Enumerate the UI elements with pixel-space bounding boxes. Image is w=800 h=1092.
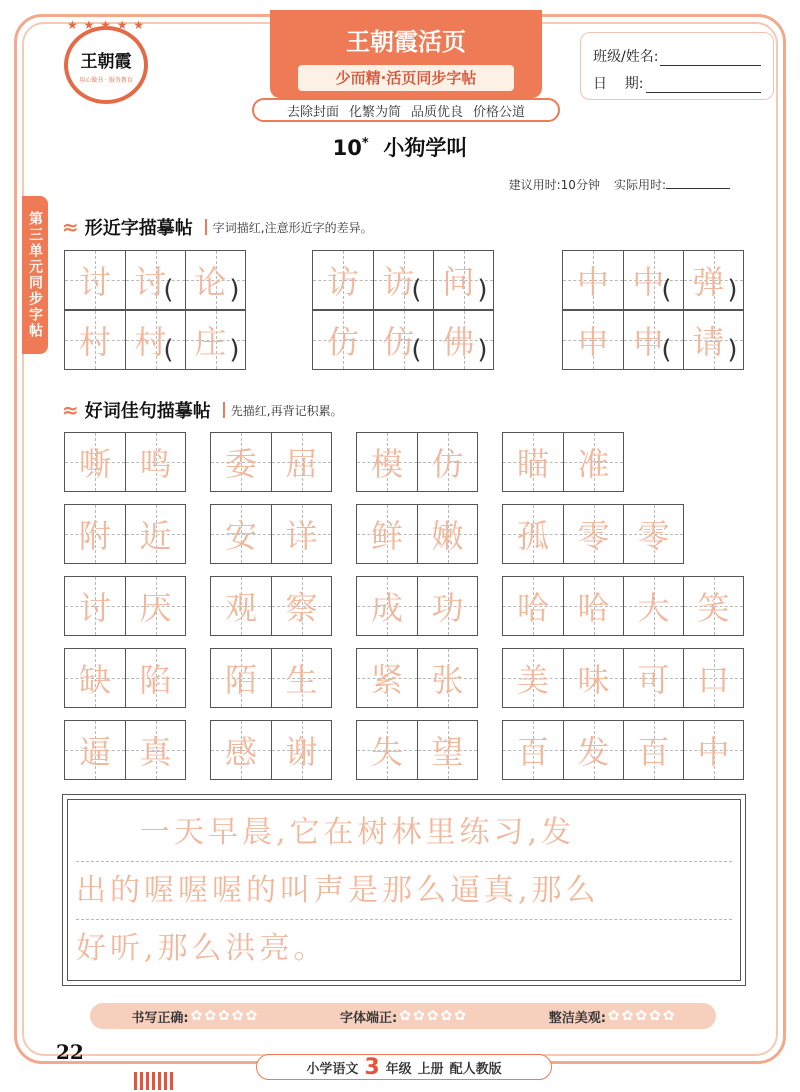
lesson-number: 10 (332, 136, 362, 160)
class-name-field[interactable] (660, 50, 761, 66)
tracing-cell (65, 505, 125, 563)
footer-subject: 小学语文 (306, 1061, 359, 1077)
section1-header (62, 214, 373, 240)
wave-icon: ≈ (62, 398, 79, 422)
tracing-char: 论 (194, 263, 227, 301)
tracing-char: 鲜 (370, 517, 403, 555)
tracing-char: 真 (139, 733, 172, 771)
tracing-cell (623, 649, 683, 707)
open-paren: ( (411, 275, 422, 305)
tracing-char: 附 (78, 517, 111, 555)
tracing-char: 佛 (442, 323, 475, 361)
tagline (252, 98, 560, 122)
tracing-char: 弹 (692, 263, 725, 301)
edge-marks (134, 1072, 174, 1090)
rating-label: 整洁美观: (548, 1010, 606, 1026)
actual-time-field[interactable] (666, 177, 730, 189)
tracing-char: 申 (632, 323, 665, 361)
tracing-cell (503, 649, 563, 707)
tracing-cell (623, 311, 683, 369)
tracing-char: 问 (442, 263, 475, 301)
section2-header (62, 397, 343, 423)
tracing-char: 哈 (516, 589, 549, 627)
tracing-cell (563, 311, 623, 369)
tracing-cell (683, 311, 743, 369)
word-grid (64, 720, 186, 780)
rating-tidiness (549, 1007, 675, 1026)
tracing-cell (125, 577, 185, 635)
tracing-cell (623, 721, 683, 779)
page-number: 22 (56, 1040, 84, 1064)
tracing-cell (563, 577, 623, 635)
tracing-cell (185, 251, 245, 309)
word-grid (64, 432, 186, 492)
rating-flower-icon[interactable]: ✿ (245, 1008, 258, 1024)
tracing-cell (563, 649, 623, 707)
tracing-cell (417, 721, 477, 779)
open-paren: ( (661, 275, 672, 305)
word-grid (210, 504, 332, 564)
logo-brand-text: 王朝霞 (80, 51, 132, 72)
tracing-char: 中 (697, 733, 730, 771)
close-paren: ) (727, 335, 738, 365)
tracing-char: 模 (370, 445, 403, 483)
lesson-mark: * (361, 136, 369, 151)
tracing-char: 零 (637, 517, 670, 555)
tracing-cell (683, 577, 743, 635)
tracing-char: 张 (431, 661, 464, 699)
tracing-cell (503, 721, 563, 779)
section1-title: 形近字描摹帖 (84, 218, 193, 239)
rating-flower-icon[interactable]: ✿ (231, 1008, 244, 1024)
tracing-cell (417, 577, 477, 635)
tracing-char: 陷 (139, 661, 172, 699)
tracing-cell (433, 251, 493, 309)
tracing-cell (357, 577, 417, 635)
tagline-item: 去除封面 (286, 104, 339, 120)
tagline-item: 品质优良 (411, 104, 464, 120)
footer-volume: 上册 (417, 1061, 444, 1077)
sentence-practice-inner (67, 799, 741, 981)
class-name-label: 班级/姓名: (593, 49, 659, 65)
tracing-char: 访 (382, 263, 415, 301)
tracing-cell (271, 721, 331, 779)
tracing-cell (433, 311, 493, 369)
tracing-char: 准 (577, 445, 610, 483)
tracing-cell (313, 311, 373, 369)
self-rating-bar (90, 1003, 716, 1029)
rating-label: 字体端正: (340, 1010, 398, 1026)
open-paren: ( (411, 335, 422, 365)
date-field[interactable] (646, 77, 761, 93)
sentence-line: 好听,那么洪亮。 (76, 931, 328, 966)
open-paren: ( (661, 335, 672, 365)
tracing-cell (211, 649, 271, 707)
tracing-cell (271, 577, 331, 635)
close-paren: ) (229, 335, 240, 365)
close-paren: ) (477, 275, 488, 305)
tracing-cell (563, 721, 623, 779)
tracing-char: 零 (577, 517, 610, 555)
tracing-char: 望 (431, 733, 464, 771)
word-grid (502, 432, 624, 492)
word-grid (356, 720, 478, 780)
tracing-char: 详 (285, 517, 318, 555)
word-grid (210, 720, 332, 780)
tracing-char: 生 (285, 661, 318, 699)
tracing-char: 村 (78, 323, 111, 361)
date-row (593, 66, 761, 93)
tracing-char: 百 (637, 733, 670, 771)
tracing-char: 安 (224, 517, 257, 555)
tracing-cell (623, 251, 683, 309)
tracing-char: 哈 (577, 589, 610, 627)
close-paren: ) (477, 335, 488, 365)
tracing-char: 中 (576, 263, 609, 301)
similar-char-row (312, 250, 494, 310)
rating-flower-icon[interactable]: ✿ (412, 1008, 425, 1024)
similar-char-row (64, 310, 246, 370)
tracing-char: 厌 (139, 589, 172, 627)
tracing-char: 屈 (285, 445, 318, 483)
tracing-cell (125, 311, 185, 369)
word-grid (210, 576, 332, 636)
tracing-cell (683, 649, 743, 707)
section1-note: 字词描红,注意形近字的差异。 (212, 220, 373, 235)
sentence-practice-box (62, 794, 746, 986)
tracing-cell (563, 505, 623, 563)
word-grid (356, 576, 478, 636)
logo-slogan: 用心做书 · 服务教育 (79, 76, 133, 84)
header-banner (270, 10, 542, 98)
tracing-char: 孤 (516, 517, 549, 555)
word-grid (64, 504, 186, 564)
tracing-char: 鸣 (139, 445, 172, 483)
tracing-char: 讨 (78, 263, 111, 301)
rating-flower-icon[interactable]: ✿ (635, 1008, 648, 1024)
tracing-char: 可 (637, 661, 670, 699)
tracing-cell (125, 649, 185, 707)
actual-time (614, 176, 730, 193)
suggested-time: 建议用时:10分钟 (508, 178, 600, 192)
tracing-char: 村 (134, 323, 167, 361)
tracing-char: 百 (516, 733, 549, 771)
tracing-cell (125, 251, 185, 309)
rating-correctness (131, 1007, 257, 1026)
tracing-char: 讨 (78, 589, 111, 627)
section2-note: 先描红,再背记积累。 (230, 403, 343, 418)
wave-icon: ≈ (62, 215, 79, 239)
tracing-cell (185, 311, 245, 369)
rating-flower-icon[interactable]: ✿ (607, 1008, 620, 1024)
tracing-char: 谢 (285, 733, 318, 771)
tracing-char: 申 (576, 323, 609, 361)
publisher-logo (64, 18, 148, 104)
tracing-char: 嫩 (431, 517, 464, 555)
tracing-cell (563, 251, 623, 309)
tracing-cell (271, 649, 331, 707)
rating-label: 书写正确: (131, 1010, 189, 1026)
rating-flower-icon[interactable]: ✿ (649, 1008, 661, 1024)
unit-side-tab: 第三单元同步字帖 (22, 196, 48, 354)
tracing-char: 味 (577, 661, 610, 699)
word-grid (502, 648, 744, 708)
student-info-box (580, 32, 774, 100)
rating-flower-icon[interactable]: ✿ (204, 1008, 217, 1024)
tracing-char: 嘶 (78, 445, 111, 483)
close-paren: ) (229, 275, 240, 305)
tracing-cell (623, 577, 683, 635)
lesson-name: 小狗学叫 (383, 136, 468, 160)
tracing-cell (503, 577, 563, 635)
tracing-cell (417, 433, 477, 491)
word-grid (210, 648, 332, 708)
word-grid (64, 576, 186, 636)
tracing-cell (623, 505, 683, 563)
rating-flower-icon[interactable]: ✿ (440, 1008, 453, 1024)
sentence-line: 一天早晨,它在树林里练习,发 (76, 804, 732, 862)
tracing-cell (271, 505, 331, 563)
word-grid (356, 648, 478, 708)
tracing-cell (373, 311, 433, 369)
tracing-cell (357, 505, 417, 563)
tracing-cell (503, 505, 563, 563)
section2-title: 好词佳句描摹帖 (84, 401, 211, 422)
tracing-char: 口 (697, 661, 730, 699)
book-info-footer (256, 1054, 552, 1080)
tracing-cell (417, 649, 477, 707)
rating-flower-icon[interactable]: ✿ (399, 1008, 411, 1024)
tracing-cell (125, 433, 185, 491)
tracing-char: 陌 (224, 661, 257, 699)
section-divider (205, 219, 207, 235)
tracing-cell (373, 251, 433, 309)
similar-char-row (64, 250, 246, 310)
similar-char-row (312, 310, 494, 370)
tracing-char: 美 (516, 661, 549, 699)
tracing-cell (65, 577, 125, 635)
tracing-char: 庄 (194, 323, 227, 361)
tracing-char: 功 (431, 589, 464, 627)
tracing-char: 仿 (326, 323, 359, 361)
tracing-char: 紧 (370, 661, 403, 699)
word-grid (210, 432, 332, 492)
tracing-cell (211, 433, 271, 491)
tracing-cell (65, 721, 125, 779)
tracing-cell (417, 505, 477, 563)
actual-time-label: 实际用时: (613, 178, 666, 192)
tracing-cell (313, 251, 373, 309)
tracing-char: 仿 (382, 323, 415, 361)
tracing-char: 仿 (431, 445, 464, 483)
rating-flower-icon[interactable]: ✿ (454, 1008, 466, 1024)
sentence-line: 出的喔喔喔的叫声是那么逼真,那么 (76, 862, 732, 920)
tracing-char: 观 (224, 589, 257, 627)
tracing-char: 近 (139, 517, 172, 555)
banner-subtitle: 少而精·活页同步字帖 (298, 65, 514, 91)
rating-flower-icon[interactable]: ✿ (621, 1008, 634, 1024)
tracing-cell (683, 251, 743, 309)
tracing-char: 感 (224, 733, 257, 771)
tracing-cell (65, 311, 125, 369)
tracing-char: 察 (285, 589, 318, 627)
rating-flower-icon[interactable]: ✿ (190, 1008, 203, 1024)
open-paren: ( (163, 275, 174, 305)
tracing-cell (357, 649, 417, 707)
tracing-cell (65, 649, 125, 707)
tracing-char: 逼 (78, 733, 111, 771)
tracing-cell (683, 721, 743, 779)
class-name-row (593, 39, 761, 66)
tracing-cell (563, 433, 623, 491)
rating-neatness-of-form (340, 1007, 466, 1026)
tracing-char: 笑 (697, 589, 730, 627)
tracing-cell (211, 577, 271, 635)
banner-title: 王朝霞活页 (346, 27, 466, 56)
tracing-char: 大 (637, 589, 670, 627)
tracing-cell (357, 433, 417, 491)
word-grid (64, 648, 186, 708)
tagline-item: 价格公道 (473, 104, 526, 120)
similar-char-row (562, 250, 744, 310)
rating-flower-icon[interactable]: ✿ (218, 1008, 230, 1024)
tracing-char: 发 (577, 733, 610, 771)
time-row (509, 176, 730, 193)
tracing-char: 请 (692, 323, 725, 361)
tracing-char: 成 (370, 589, 403, 627)
lesson-title (0, 132, 800, 162)
logo-stars-icon: ★ ★ ★ ★ ★ (66, 18, 146, 32)
tracing-cell (503, 433, 563, 491)
footer-grade-number: 3 (364, 1054, 380, 1080)
tracing-char: 访 (326, 263, 359, 301)
close-paren: ) (727, 275, 738, 305)
tracing-cell (125, 505, 185, 563)
open-paren: ( (163, 335, 174, 365)
tracing-char: 中 (632, 263, 665, 301)
tracing-cell (357, 721, 417, 779)
tracing-cell (65, 251, 125, 309)
tracing-char: 缺 (78, 661, 111, 699)
tagline-item: 化繁为简 (348, 104, 401, 120)
word-grid (502, 720, 744, 780)
footer-edition: 配人教版 (449, 1061, 502, 1077)
date-label: 日 期: (593, 76, 644, 92)
tracing-cell (65, 433, 125, 491)
tracing-cell (271, 433, 331, 491)
tracing-cell (211, 505, 271, 563)
rating-flower-icon[interactable]: ✿ (662, 1008, 675, 1024)
word-grid (502, 576, 744, 636)
tracing-char: 讨 (134, 263, 167, 301)
section-divider (223, 402, 225, 418)
footer-grade-suffix: 年级 (385, 1061, 412, 1077)
tracing-char: 失 (370, 733, 403, 771)
word-grid (502, 504, 684, 564)
rating-flower-icon[interactable]: ✿ (426, 1008, 439, 1024)
tracing-char: 委 (224, 445, 257, 483)
word-grid (356, 432, 478, 492)
tracing-cell (211, 721, 271, 779)
similar-char-row (562, 310, 744, 370)
tracing-cell (125, 721, 185, 779)
tracing-char: 瞄 (516, 445, 549, 483)
word-grid (356, 504, 478, 564)
